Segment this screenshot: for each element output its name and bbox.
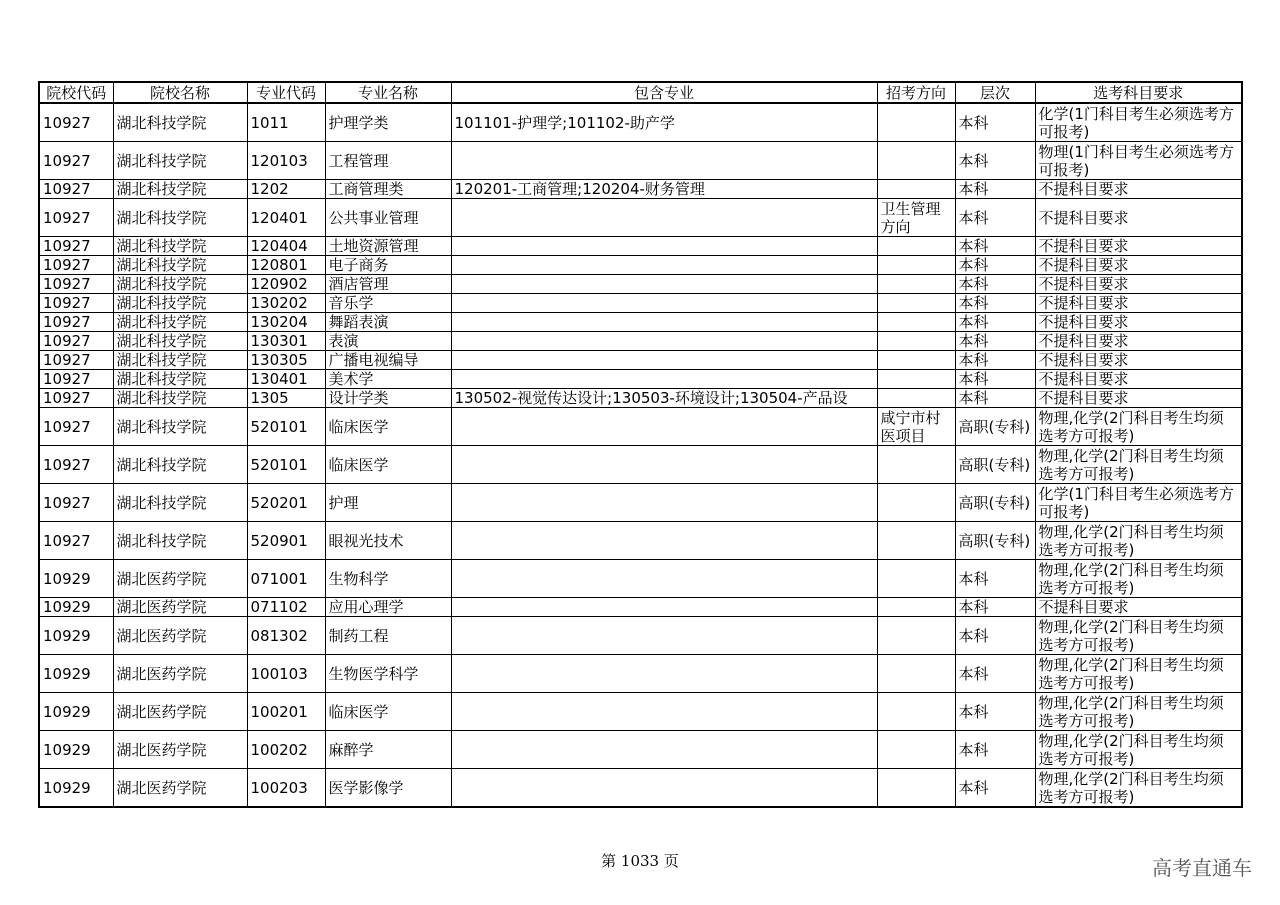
- cell-level: 本科: [955, 370, 1035, 389]
- header-major-code: 专业代码: [247, 82, 325, 103]
- header-level: 层次: [955, 82, 1035, 103]
- cell-major-code: 120404: [247, 237, 325, 256]
- table-row: [39, 313, 1242, 332]
- cell-level: 本科: [955, 313, 1035, 332]
- cell-major-name: 护理学类: [325, 103, 451, 142]
- cell-included-majors: 130502-视觉传达设计;130503-环境设计;130504-产品设: [451, 389, 877, 408]
- cell-school-code: 10927: [39, 446, 113, 484]
- cell-major-code: 520101: [247, 446, 325, 484]
- cell-level: 高职(专科): [955, 408, 1035, 446]
- cell-school-name: 湖北科技学院: [113, 484, 247, 522]
- cell-subject-requirements: 化学(1门科目考生必须选考方可报考): [1035, 484, 1242, 522]
- cell-school-name: 湖北科技学院: [113, 294, 247, 313]
- cell-subject-requirements: 不提科目要求: [1035, 256, 1242, 275]
- header-subject-requirements: 选考科目要求: [1035, 82, 1242, 103]
- cell-major-name: 临床医学: [325, 446, 451, 484]
- cell-subject-requirements: 不提科目要求: [1035, 275, 1242, 294]
- cell-school-code: 10927: [39, 275, 113, 294]
- cell-included-majors: [451, 522, 877, 560]
- table-row: [39, 598, 1242, 617]
- cell-subject-requirements: 物理,化学(2门科目考生均须选考方可报考): [1035, 560, 1242, 598]
- cell-included-majors: [451, 655, 877, 693]
- cell-direction: [877, 313, 955, 332]
- table-row: [39, 332, 1242, 351]
- cell-major-code: 081302: [247, 617, 325, 655]
- table-row: [39, 617, 1242, 655]
- cell-included-majors: [451, 560, 877, 598]
- cell-major-code: 130305: [247, 351, 325, 370]
- cell-direction: [877, 522, 955, 560]
- cell-level: 本科: [955, 142, 1035, 180]
- header-included-majors: 包含专业: [451, 82, 877, 103]
- cell-major-name: 音乐学: [325, 294, 451, 313]
- cell-major-code: 1202: [247, 180, 325, 199]
- cell-school-name: 湖北科技学院: [113, 142, 247, 180]
- cell-major-code: 1011: [247, 103, 325, 142]
- cell-included-majors: [451, 313, 877, 332]
- page-number: 第 1033 页: [601, 852, 679, 870]
- cell-included-majors: [451, 617, 877, 655]
- cell-subject-requirements: 不提科目要求: [1035, 598, 1242, 617]
- cell-major-name: 生物医学科学: [325, 655, 451, 693]
- table-row: [39, 446, 1242, 484]
- cell-school-code: 10927: [39, 294, 113, 313]
- cell-major-code: 100201: [247, 693, 325, 731]
- cell-school-code: 10929: [39, 655, 113, 693]
- cell-included-majors: [451, 769, 877, 808]
- cell-school-name: 湖北科技学院: [113, 275, 247, 294]
- cell-subject-requirements: 物理,化学(2门科目考生均须选考方可报考): [1035, 617, 1242, 655]
- watermark: 高考直通车: [1152, 856, 1252, 880]
- cell-school-name: 湖北科技学院: [113, 256, 247, 275]
- cell-direction: [877, 446, 955, 484]
- cell-major-code: 071001: [247, 560, 325, 598]
- cell-level: 本科: [955, 693, 1035, 731]
- cell-subject-requirements: 不提科目要求: [1035, 332, 1242, 351]
- cell-major-code: 520201: [247, 484, 325, 522]
- cell-school-name: 湖北医药学院: [113, 655, 247, 693]
- cell-subject-requirements: 物理,化学(2门科目考生均须选考方可报考): [1035, 731, 1242, 769]
- cell-direction: [877, 484, 955, 522]
- cell-level: 本科: [955, 103, 1035, 142]
- table-row: [39, 560, 1242, 598]
- cell-level: 本科: [955, 351, 1035, 370]
- cell-school-name: 湖北科技学院: [113, 103, 247, 142]
- cell-school-name: 湖北医药学院: [113, 693, 247, 731]
- cell-included-majors: [451, 199, 877, 237]
- cell-school-name: 湖北科技学院: [113, 370, 247, 389]
- cell-school-code: 10927: [39, 351, 113, 370]
- header-major-name: 专业名称: [325, 82, 451, 103]
- cell-subject-requirements: 不提科目要求: [1035, 313, 1242, 332]
- cell-major-name: 医学影像学: [325, 769, 451, 808]
- cell-level: 本科: [955, 731, 1035, 769]
- cell-major-name: 美术学: [325, 370, 451, 389]
- cell-school-code: 10927: [39, 142, 113, 180]
- cell-level: 本科: [955, 199, 1035, 237]
- cell-direction: 卫生管理方向: [877, 199, 955, 237]
- table-row: [39, 408, 1242, 446]
- table-row: [39, 237, 1242, 256]
- cell-school-code: 10929: [39, 617, 113, 655]
- cell-major-name: 酒店管理: [325, 275, 451, 294]
- cell-subject-requirements: 化学(1门科目考生必须选考方可报考): [1035, 103, 1242, 142]
- cell-major-name: 广播电视编导: [325, 351, 451, 370]
- cell-level: 本科: [955, 560, 1035, 598]
- cell-level: 高职(专科): [955, 522, 1035, 560]
- cell-major-code: 120801: [247, 256, 325, 275]
- table-row: [39, 731, 1242, 769]
- header-school-code: 院校代码: [39, 82, 113, 103]
- cell-major-code: 1305: [247, 389, 325, 408]
- cell-school-name: 湖北科技学院: [113, 237, 247, 256]
- cell-subject-requirements: 不提科目要求: [1035, 370, 1242, 389]
- cell-level: 本科: [955, 294, 1035, 313]
- cell-major-name: 舞蹈表演: [325, 313, 451, 332]
- cell-major-name: 应用心理学: [325, 598, 451, 617]
- cell-direction: [877, 769, 955, 808]
- table-row: [39, 103, 1242, 142]
- cell-direction: [877, 617, 955, 655]
- cell-school-name: 湖北医药学院: [113, 560, 247, 598]
- cell-school-code: 10927: [39, 332, 113, 351]
- cell-major-code: 130204: [247, 313, 325, 332]
- cell-subject-requirements: 物理(1门科目考生必须选考方可报考): [1035, 142, 1242, 180]
- cell-included-majors: [451, 275, 877, 294]
- cell-included-majors: [451, 142, 877, 180]
- cell-school-code: 10927: [39, 103, 113, 142]
- cell-school-name: 湖北医药学院: [113, 731, 247, 769]
- cell-included-majors: 101101-护理学;101102-助产学: [451, 103, 877, 142]
- cell-major-name: 工商管理类: [325, 180, 451, 199]
- cell-level: 本科: [955, 617, 1035, 655]
- header-row: [39, 82, 1242, 103]
- cell-direction: [877, 655, 955, 693]
- table-row: [39, 655, 1242, 693]
- table-row: [39, 294, 1242, 313]
- cell-school-code: 10927: [39, 522, 113, 560]
- cell-school-name: 湖北科技学院: [113, 408, 247, 446]
- cell-school-code: 10929: [39, 693, 113, 731]
- cell-school-code: 10927: [39, 180, 113, 199]
- table-row: [39, 769, 1242, 808]
- cell-direction: [877, 389, 955, 408]
- cell-included-majors: [451, 693, 877, 731]
- table-row: [39, 693, 1242, 731]
- cell-school-code: 10929: [39, 560, 113, 598]
- cell-school-code: 10927: [39, 256, 113, 275]
- cell-school-name: 湖北科技学院: [113, 389, 247, 408]
- cell-major-code: 130401: [247, 370, 325, 389]
- cell-subject-requirements: 物理,化学(2门科目考生均须选考方可报考): [1035, 522, 1242, 560]
- cell-included-majors: [451, 370, 877, 389]
- cell-subject-requirements: 物理,化学(2门科目考生均须选考方可报考): [1035, 655, 1242, 693]
- cell-major-code: 130202: [247, 294, 325, 313]
- cell-included-majors: [451, 256, 877, 275]
- cell-level: 本科: [955, 332, 1035, 351]
- cell-school-name: 湖北医药学院: [113, 769, 247, 808]
- table-row: [39, 522, 1242, 560]
- cell-included-majors: [451, 484, 877, 522]
- cell-level: 高职(专科): [955, 446, 1035, 484]
- cell-level: 高职(专科): [955, 484, 1035, 522]
- cell-subject-requirements: 不提科目要求: [1035, 180, 1242, 199]
- table-row: [39, 180, 1242, 199]
- cell-school-name: 湖北科技学院: [113, 332, 247, 351]
- cell-subject-requirements: 物理,化学(2门科目考生均须选考方可报考): [1035, 408, 1242, 446]
- cell-major-name: 生物科学: [325, 560, 451, 598]
- cell-school-code: 10927: [39, 408, 113, 446]
- cell-subject-requirements: 物理,化学(2门科目考生均须选考方可报考): [1035, 446, 1242, 484]
- cell-included-majors: [451, 294, 877, 313]
- cell-major-code: 071102: [247, 598, 325, 617]
- cell-school-code: 10929: [39, 598, 113, 617]
- cell-direction: [877, 237, 955, 256]
- cell-major-name: 土地资源管理: [325, 237, 451, 256]
- cell-school-name: 湖北科技学院: [113, 199, 247, 237]
- cell-school-code: 10927: [39, 484, 113, 522]
- cell-subject-requirements: 不提科目要求: [1035, 199, 1242, 237]
- cell-subject-requirements: 不提科目要求: [1035, 294, 1242, 313]
- cell-level: 本科: [955, 598, 1035, 617]
- cell-major-code: 120401: [247, 199, 325, 237]
- header-direction: 招考方向: [877, 82, 955, 103]
- cell-major-name: 制药工程: [325, 617, 451, 655]
- cell-direction: [877, 180, 955, 199]
- cell-major-code: 520901: [247, 522, 325, 560]
- cell-school-code: 10927: [39, 313, 113, 332]
- cell-included-majors: [451, 598, 877, 617]
- cell-direction: [877, 598, 955, 617]
- cell-major-code: 100103: [247, 655, 325, 693]
- cell-major-name: 麻醉学: [325, 731, 451, 769]
- cell-subject-requirements: 不提科目要求: [1035, 237, 1242, 256]
- cell-included-majors: 120201-工商管理;120204-财务管理: [451, 180, 877, 199]
- cell-school-name: 湖北科技学院: [113, 351, 247, 370]
- cell-school-name: 湖北科技学院: [113, 313, 247, 332]
- table-row: [39, 256, 1242, 275]
- cell-direction: [877, 560, 955, 598]
- table-row: [39, 370, 1242, 389]
- cell-major-code: 130301: [247, 332, 325, 351]
- cell-major-name: 设计学类: [325, 389, 451, 408]
- cell-level: 本科: [955, 275, 1035, 294]
- cell-major-code: 120902: [247, 275, 325, 294]
- cell-direction: [877, 256, 955, 275]
- cell-major-code: 100202: [247, 731, 325, 769]
- cell-direction: [877, 332, 955, 351]
- cell-school-code: 10929: [39, 769, 113, 808]
- cell-direction: 咸宁市村医项目: [877, 408, 955, 446]
- cell-subject-requirements: 物理,化学(2门科目考生均须选考方可报考): [1035, 693, 1242, 731]
- table-row: [39, 142, 1242, 180]
- table-row: [39, 484, 1242, 522]
- table-row: [39, 351, 1242, 370]
- cell-major-name: 电子商务: [325, 256, 451, 275]
- cell-school-name: 湖北医药学院: [113, 598, 247, 617]
- cell-level: 本科: [955, 389, 1035, 408]
- cell-school-name: 湖北医药学院: [113, 617, 247, 655]
- cell-direction: [877, 275, 955, 294]
- cell-direction: [877, 693, 955, 731]
- cell-included-majors: [451, 237, 877, 256]
- cell-major-code: 100203: [247, 769, 325, 808]
- cell-school-code: 10927: [39, 370, 113, 389]
- cell-school-name: 湖北科技学院: [113, 180, 247, 199]
- cell-school-name: 湖北科技学院: [113, 522, 247, 560]
- cell-major-name: 临床医学: [325, 408, 451, 446]
- header-school-name: 院校名称: [113, 82, 247, 103]
- cell-level: 本科: [955, 769, 1035, 808]
- cell-included-majors: [451, 351, 877, 370]
- cell-included-majors: [451, 731, 877, 769]
- cell-major-code: 120103: [247, 142, 325, 180]
- cell-major-name: 工程管理: [325, 142, 451, 180]
- cell-included-majors: [451, 332, 877, 351]
- cell-subject-requirements: 不提科目要求: [1035, 389, 1242, 408]
- cell-direction: [877, 351, 955, 370]
- cell-direction: [877, 103, 955, 142]
- cell-level: 本科: [955, 256, 1035, 275]
- cell-major-name: 公共事业管理: [325, 199, 451, 237]
- cell-included-majors: [451, 446, 877, 484]
- cell-school-name: 湖北科技学院: [113, 446, 247, 484]
- cell-direction: [877, 370, 955, 389]
- cell-major-name: 临床医学: [325, 693, 451, 731]
- cell-direction: [877, 294, 955, 313]
- table-body: [39, 103, 1242, 807]
- cell-direction: [877, 142, 955, 180]
- cell-level: 本科: [955, 180, 1035, 199]
- cell-subject-requirements: 物理,化学(2门科目考生均须选考方可报考): [1035, 769, 1242, 808]
- cell-major-code: 520101: [247, 408, 325, 446]
- cell-school-code: 10929: [39, 731, 113, 769]
- table-row: [39, 275, 1242, 294]
- cell-major-name: 护理: [325, 484, 451, 522]
- cell-level: 本科: [955, 237, 1035, 256]
- cell-subject-requirements: 不提科目要求: [1035, 351, 1242, 370]
- cell-school-code: 10927: [39, 389, 113, 408]
- cell-major-name: 表演: [325, 332, 451, 351]
- admissions-table: [38, 81, 1243, 808]
- cell-major-name: 眼视光技术: [325, 522, 451, 560]
- table-row: [39, 199, 1242, 237]
- table-row: [39, 389, 1242, 408]
- cell-level: 本科: [955, 655, 1035, 693]
- cell-school-code: 10927: [39, 237, 113, 256]
- cell-included-majors: [451, 408, 877, 446]
- cell-direction: [877, 731, 955, 769]
- cell-school-code: 10927: [39, 199, 113, 237]
